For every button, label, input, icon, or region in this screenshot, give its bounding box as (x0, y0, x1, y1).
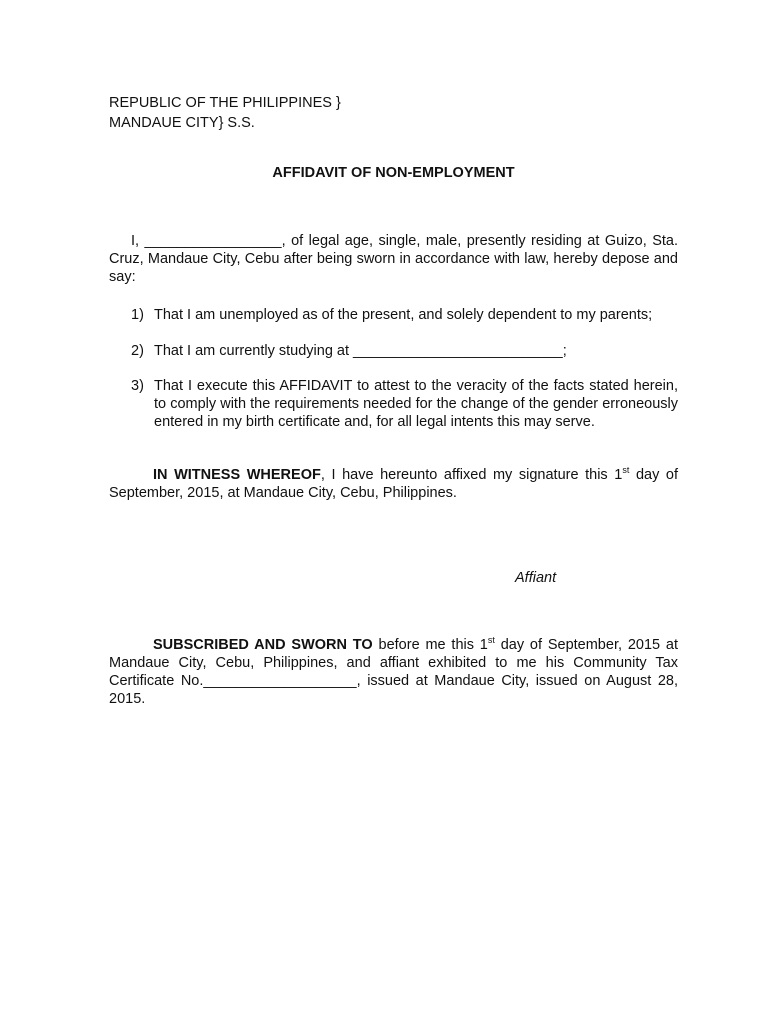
list-item-number: 1) (131, 307, 144, 323)
list-item-text: That I execute this AFFIDAVIT to attest to the veracity of the facts stated herein, to comply with the requirements needed for the change of the gender erroneously entered in my birth certificate and, for all legal intents this may serve. (154, 378, 678, 430)
list-item (109, 306, 678, 324)
list-item-number: 2) (131, 343, 144, 359)
witness-lead: IN WITNESS WHEREOF (153, 467, 321, 483)
jurat-text-1: before me this 1 (372, 637, 488, 653)
witness-text-2: day of September, 2015, at Mandaue City, Cebu, Philippines. (109, 467, 678, 501)
jurat-paragraph (109, 636, 678, 708)
list-item (109, 377, 678, 431)
venue-line-republic: REPUBLIC OF THE PHILIPPINES } (109, 95, 341, 111)
list-item-text: That I am currently studying at __________________________; (154, 343, 567, 359)
witness-ordinal: st (622, 465, 630, 475)
document-title: AFFIDAVIT OF NON-EMPLOYMENT (272, 165, 515, 181)
jurat-lead: SUBSCRIBED AND SWORN TO (153, 637, 373, 653)
venue-line-city: MANDAUE CITY} S.S. (109, 115, 255, 131)
jurat-ordinal: st (487, 635, 495, 645)
jurat-text-2: day of September, 2015 at Mandaue City, Cebu, Philippines, and affiant exhibited to me his Community Tax Certificate No.___________________, issued at Mandaue City, issued on August 28, 2015. (109, 637, 678, 707)
witness-text-1: , I have hereunto affixed my signature this 1 (320, 467, 623, 483)
venue-block (109, 94, 509, 134)
list-item-text: That I am unemployed as of the present, and solely dependent to my parents; (154, 307, 653, 323)
witness-paragraph (109, 466, 678, 502)
list-item-number: 3) (131, 378, 144, 394)
intro-paragraph: I, _________________, of legal age, single, male, presently residing at Guizo, Sta. Cruz, Mandaue City, Cebu after being sworn in accordance with law, hereby depose and say: (109, 233, 678, 285)
list-item (109, 342, 678, 360)
affiant-label: Affiant (515, 570, 557, 586)
